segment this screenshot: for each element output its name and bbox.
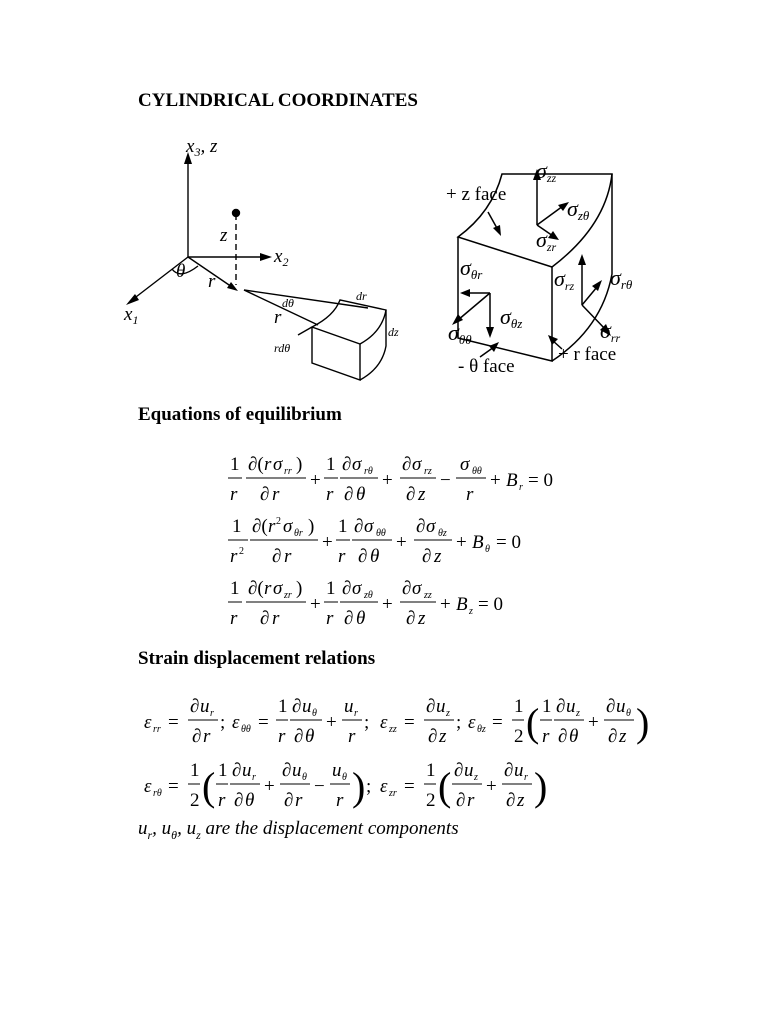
strain-row-1 [144, 696, 649, 747]
svg-text:=: = [492, 712, 503, 733]
r-face-label: + r face [558, 344, 617, 365]
svg-text:r: r [264, 454, 272, 475]
svg-text:r: r [264, 578, 272, 599]
svg-text:r: r [268, 516, 276, 537]
svg-text:): ) [534, 764, 548, 809]
page-title: CYLINDRICAL COORDINATES [138, 90, 418, 111]
svg-text:ε: ε [380, 712, 388, 733]
svg-text:θ: θ [342, 772, 347, 783]
svg-text:1: 1 [190, 760, 200, 781]
svg-text:r: r [467, 790, 475, 811]
svg-text:+: + [382, 470, 393, 491]
svg-text:σ: σ [352, 454, 362, 475]
svg-text:1: 1 [230, 578, 240, 599]
svg-text:∂: ∂ [232, 760, 242, 781]
svg-text:r: r [230, 546, 238, 567]
svg-text:;: ; [456, 712, 462, 733]
sigma-rr-label: σrr [600, 318, 621, 345]
svg-text:r: r [284, 546, 292, 567]
svg-text:z: z [446, 708, 450, 719]
element-top-face [312, 300, 386, 344]
svg-text:θ: θ [356, 608, 366, 629]
theta-label: θ [176, 261, 186, 282]
sigma-rz-label: σrz [554, 266, 575, 293]
svg-text:=: = [258, 712, 269, 733]
svg-text:∂: ∂ [558, 726, 568, 747]
svg-text:z: z [418, 484, 426, 505]
x2-arrowhead [260, 253, 272, 261]
svg-text:= 0: = 0 [478, 594, 503, 615]
svg-text:∂: ∂ [354, 516, 364, 537]
svg-text:r: r [519, 482, 523, 493]
r-label: r [208, 271, 216, 292]
svg-text:zr: zr [284, 590, 292, 601]
svg-text:∂: ∂ [344, 484, 354, 505]
svg-text:r: r [354, 708, 358, 719]
svg-text:∂: ∂ [416, 516, 426, 537]
svg-text:r: r [466, 484, 474, 505]
svg-text:∂: ∂ [282, 760, 292, 781]
rdtheta-label: rdθ [274, 341, 291, 355]
point-marker [233, 210, 240, 217]
x3-axis-label: $x_3$, z [186, 136, 218, 159]
svg-text:∂(: ∂( [252, 516, 268, 537]
svg-text:+: + [310, 470, 321, 491]
strain-heading: Strain displacement relations [138, 648, 376, 669]
r-arrowhead [227, 282, 238, 291]
svg-text:): ) [308, 516, 315, 537]
svg-text:θθ: θθ [376, 528, 386, 539]
svg-text:u: u [464, 760, 474, 781]
svg-text:θ: θ [312, 708, 317, 719]
svg-text:z: z [434, 546, 442, 567]
svg-text:+: + [486, 776, 497, 797]
svg-text:∂: ∂ [454, 760, 464, 781]
svg-text:−: − [314, 776, 325, 797]
svg-text:r: r [278, 726, 286, 747]
svg-text:): ) [296, 578, 303, 599]
equation-z [228, 578, 503, 629]
sigma-rtheta-arrowhead [592, 280, 602, 291]
svg-text:2: 2 [514, 726, 524, 747]
svg-text:+: + [456, 532, 467, 553]
svg-text:σ: σ [273, 578, 283, 599]
svg-text:1: 1 [542, 696, 552, 717]
svg-text:B: B [506, 470, 518, 491]
svg-text:rz: rz [424, 466, 432, 477]
svg-text:r: r [210, 708, 214, 719]
dz-label: dz [388, 325, 399, 339]
svg-text:r: r [336, 790, 344, 811]
svg-text:1: 1 [218, 760, 228, 781]
svg-text:u: u [332, 760, 342, 781]
svg-text:=: = [404, 776, 415, 797]
svg-text:∂: ∂ [406, 484, 416, 505]
svg-text:z: z [517, 790, 525, 811]
svg-text:u: u [616, 696, 626, 717]
svg-text:1: 1 [326, 454, 336, 475]
svg-text:z: z [418, 608, 426, 629]
strain-row-2 [144, 760, 547, 811]
svg-text:u: u [566, 696, 576, 717]
svg-text:r: r [542, 726, 550, 747]
svg-text:∂: ∂ [342, 454, 352, 475]
svg-text:1: 1 [326, 578, 336, 599]
svg-text:θz: θz [477, 724, 486, 735]
svg-text:u: u [292, 760, 302, 781]
sigma-thetatheta-arrow [458, 293, 490, 320]
sigma-thetatheta-label: σθθ [448, 320, 472, 347]
svg-text:zz: zz [424, 590, 432, 601]
svg-text:θ: θ [245, 790, 255, 811]
svg-text:r: r [326, 484, 334, 505]
svg-text:= 0: = 0 [496, 532, 521, 553]
svg-text:(: ( [438, 764, 452, 809]
front-face [458, 237, 552, 361]
svg-text:∂(: ∂( [248, 454, 264, 475]
svg-text:∂: ∂ [284, 790, 294, 811]
svg-text:u: u [242, 760, 252, 781]
svg-text:r: r [252, 772, 256, 783]
svg-text:θz: θz [438, 528, 447, 539]
svg-text:∂: ∂ [504, 760, 514, 781]
svg-text:+: + [310, 594, 321, 615]
stress-element-diagram [430, 150, 650, 380]
svg-text:rr: rr [284, 466, 292, 477]
svg-text:u: u [200, 696, 210, 717]
svg-text:+: + [264, 776, 275, 797]
svg-text:B: B [472, 532, 484, 553]
svg-text:+: + [396, 532, 407, 553]
svg-text:r: r [326, 608, 334, 629]
svg-text:r: r [230, 608, 238, 629]
equation-r [228, 454, 553, 505]
svg-text:=: = [168, 776, 179, 797]
svg-text:σ: σ [283, 516, 293, 537]
svg-text:2: 2 [276, 516, 281, 527]
svg-text:ε: ε [468, 712, 476, 733]
coordinate-axes-diagram [110, 130, 430, 390]
svg-text:r: r [230, 484, 238, 505]
svg-text:∂: ∂ [506, 790, 516, 811]
svg-text:r: r [348, 726, 356, 747]
svg-text:r: r [338, 546, 346, 567]
svg-text:zr: zr [389, 788, 397, 799]
svg-text:θ: θ [569, 726, 579, 747]
svg-text:∂: ∂ [456, 790, 466, 811]
z-label: z [220, 225, 228, 246]
svg-text:∂: ∂ [402, 578, 412, 599]
svg-text:1: 1 [278, 696, 288, 717]
sigma-zr-label: σzr [536, 227, 557, 254]
svg-text:∂: ∂ [428, 726, 438, 747]
sigma-thetar-label: σθr [460, 255, 483, 282]
svg-text:θ: θ [370, 546, 380, 567]
svg-text:1: 1 [230, 454, 240, 475]
svg-text:∂: ∂ [406, 608, 416, 629]
displacement-caption: $u_r$, $u_\theta$, $u_z$ are the displacement components [138, 818, 459, 842]
svg-text:;: ; [364, 712, 370, 733]
x1-axis-label: $x_1$ [124, 304, 139, 327]
svg-text:∂: ∂ [426, 696, 436, 717]
svg-text:∂: ∂ [260, 608, 270, 629]
svg-text:1: 1 [426, 760, 436, 781]
svg-text:−: − [440, 470, 451, 491]
svg-text:= 0: = 0 [528, 470, 553, 491]
svg-text:r: r [203, 726, 211, 747]
svg-text:∂: ∂ [344, 608, 354, 629]
equilibrium-equations [220, 450, 580, 640]
svg-text:σ: σ [460, 454, 470, 475]
svg-text:z: z [439, 726, 447, 747]
sigma-thetar-arrowhead [460, 289, 470, 297]
svg-text:σ: σ [412, 454, 422, 475]
sigma-thetaz-label: σθz [500, 304, 523, 331]
svg-text:∂: ∂ [234, 790, 244, 811]
svg-text:2: 2 [239, 546, 244, 557]
svg-text:ε: ε [232, 712, 240, 733]
svg-text:θθ: θθ [472, 466, 482, 477]
svg-text:1: 1 [338, 516, 348, 537]
svg-text:σ: σ [352, 578, 362, 599]
equation-theta [228, 516, 521, 567]
svg-text:u: u [302, 696, 312, 717]
svg-text:r: r [524, 772, 528, 783]
svg-text:∂: ∂ [190, 696, 200, 717]
sigma-zz-label: σzz [536, 158, 557, 185]
svg-text:1: 1 [514, 696, 524, 717]
svg-text:∂: ∂ [608, 726, 618, 747]
svg-text:zθ: zθ [364, 590, 373, 601]
svg-text:+: + [490, 470, 501, 491]
z-face-label: + z face [446, 184, 507, 205]
svg-text:∂: ∂ [402, 454, 412, 475]
svg-text:∂: ∂ [422, 546, 432, 567]
equilibrium-heading: Equations of equilibrium [138, 404, 342, 425]
x2-axis-label: $x_2$ [274, 246, 289, 269]
dtheta-label: dθ [282, 296, 294, 310]
svg-text:z: z [619, 726, 627, 747]
svg-text:=: = [168, 712, 179, 733]
svg-text:z: z [469, 606, 473, 617]
svg-text:=: = [404, 712, 415, 733]
svg-text:r: r [218, 790, 226, 811]
theta-face-label: - θ face [458, 356, 515, 377]
svg-text:(: ( [202, 764, 216, 809]
svg-text:∂: ∂ [272, 546, 282, 567]
svg-text:u: u [344, 696, 354, 717]
svg-text:): ) [636, 700, 650, 745]
svg-text:;: ; [220, 712, 226, 733]
svg-text:∂: ∂ [556, 696, 566, 717]
svg-text:θ: θ [626, 708, 631, 719]
svg-text:u: u [436, 696, 446, 717]
sigma-ztheta-arrow [537, 206, 563, 225]
svg-text:θ: θ [485, 544, 490, 555]
dr-label: dr [356, 289, 367, 303]
svg-text:): ) [296, 454, 303, 475]
sigma-rz-arrowhead [578, 254, 586, 265]
svg-text:z: z [576, 708, 580, 719]
svg-text:2: 2 [190, 790, 200, 811]
svg-text:z: z [474, 772, 478, 783]
svg-text:r: r [272, 484, 280, 505]
svg-text:σ: σ [426, 516, 436, 537]
svg-text:σ: σ [412, 578, 422, 599]
svg-text:∂: ∂ [292, 696, 302, 717]
svg-text:r: r [272, 608, 280, 629]
r-label-element: r [274, 307, 282, 328]
svg-text:ε: ε [380, 776, 388, 797]
svg-text:θθ: θθ [241, 724, 251, 735]
svg-text:r: r [295, 790, 303, 811]
svg-text:∂: ∂ [342, 578, 352, 599]
svg-text:u: u [514, 760, 524, 781]
sigma-rtheta-arrow [582, 287, 597, 305]
svg-text:zz: zz [389, 724, 397, 735]
svg-text:θ: θ [305, 726, 315, 747]
svg-text:+: + [588, 712, 599, 733]
sigma-thetaz-arrowhead [486, 327, 494, 338]
svg-text:∂(: ∂( [248, 578, 264, 599]
svg-text:ε: ε [144, 776, 152, 797]
sigma-ztheta-label: σzθ [567, 196, 590, 223]
svg-text:∂: ∂ [294, 726, 304, 747]
svg-text:θ: θ [302, 772, 307, 783]
svg-text:θ: θ [356, 484, 366, 505]
svg-text:(: ( [526, 700, 540, 745]
svg-text:∂: ∂ [358, 546, 368, 567]
sigma-zr-arrowhead [548, 231, 559, 240]
svg-text:ε: ε [144, 712, 152, 733]
rdtheta-pointer [298, 327, 312, 335]
strain-equations [140, 692, 650, 822]
svg-text:σ: σ [273, 454, 283, 475]
sigma-rtheta-label: σrθ [610, 265, 633, 292]
svg-text:rθ: rθ [364, 466, 373, 477]
svg-text:): ) [352, 764, 366, 809]
svg-text:;: ; [366, 776, 372, 797]
svg-text:1: 1 [232, 516, 242, 537]
svg-text:∂: ∂ [606, 696, 616, 717]
svg-text:+: + [382, 594, 393, 615]
svg-text:+: + [440, 594, 451, 615]
svg-text:2: 2 [426, 790, 436, 811]
svg-text:B: B [456, 594, 468, 615]
svg-text:rθ: rθ [153, 788, 162, 799]
svg-text:+: + [326, 712, 337, 733]
svg-text:θr: θr [294, 528, 303, 539]
svg-text:rr: rr [153, 724, 161, 735]
svg-text:∂: ∂ [192, 726, 202, 747]
svg-text:+: + [322, 532, 333, 553]
svg-text:∂: ∂ [260, 484, 270, 505]
svg-text:σ: σ [364, 516, 374, 537]
z-face-leader-head [493, 225, 501, 236]
